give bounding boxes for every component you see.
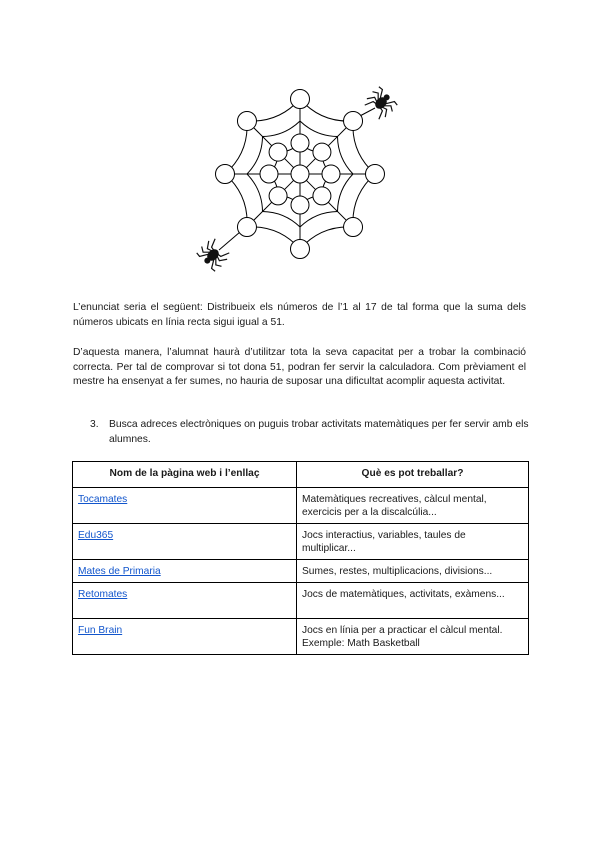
link-retomates[interactable]: Retomates bbox=[78, 589, 128, 600]
table-header-row bbox=[73, 462, 529, 488]
web-node bbox=[313, 187, 331, 205]
web-node bbox=[291, 196, 309, 214]
spider-web-puzzle-illustration bbox=[0, 0, 600, 300]
link-tocamates[interactable]: Tocamates bbox=[78, 494, 128, 505]
web-node bbox=[216, 165, 235, 184]
web-node bbox=[291, 240, 310, 259]
header-website: Nom de la pàgina web i l’enllaç bbox=[73, 462, 297, 488]
web-node bbox=[322, 165, 340, 183]
header-activities: Què es pot treballar? bbox=[297, 462, 529, 488]
web-node bbox=[269, 143, 287, 161]
cell-description: Jocs en línia per a practicar el càlcul mental. Exemple: Math Basketball bbox=[297, 619, 529, 655]
cell-description: Sumes, restes, multiplicacions, divisions... bbox=[297, 560, 529, 583]
paragraph-statement: L’enunciat seria el següent: Distribueix els números de l’1 al 17 de tal forma que la suma dels números ubicats en línia recta sigui igual a 51. bbox=[73, 302, 526, 328]
link-fun-brain[interactable]: Fun Brain bbox=[78, 625, 123, 636]
web-node bbox=[344, 111, 363, 130]
web-node bbox=[366, 165, 385, 184]
link-mates-de-primaria[interactable]: Mates de Primaria bbox=[78, 566, 161, 577]
table-row bbox=[73, 583, 529, 619]
spider-icon bbox=[195, 236, 232, 273]
web-node bbox=[237, 111, 256, 130]
cell-description: Jocs interactius, variables, taules de multiplicar... bbox=[297, 524, 529, 560]
cell-description: Jocs de matemàtiques, activitats, exàmens... bbox=[297, 583, 529, 619]
list-text: Busca adreces electròniques on puguis trobar activitats matemàtiques per fer servir amb els alumnes. bbox=[109, 419, 529, 445]
link-edu365[interactable]: Edu365 bbox=[78, 530, 114, 541]
web-node bbox=[291, 134, 309, 152]
web-node bbox=[291, 165, 309, 183]
table-row bbox=[73, 524, 529, 560]
web-node bbox=[344, 218, 363, 237]
web-node bbox=[291, 90, 310, 109]
cell-description: Matemàtiques recreatives, càlcul mental, exercicis per a la discalcúlia... bbox=[297, 488, 529, 524]
spider-icon bbox=[362, 85, 399, 122]
list-number: 3. bbox=[90, 419, 99, 430]
web-node bbox=[313, 143, 331, 161]
table-row bbox=[73, 560, 529, 583]
paragraph-explanation: D’aquesta manera, l’alumnat haurà d’utilitzar tota la seva capacitat per a trobar la combinació correcta. Per tal de comprovar si tot dona 51, podran fer servir la calculadora. Com prèviament el mestre ha ensenyat a fer sumes, no hauria de suposar una dificultat acomplir aquesta activitat. bbox=[73, 347, 526, 388]
web-node bbox=[260, 165, 278, 183]
web-node bbox=[269, 187, 287, 205]
websites-table bbox=[72, 461, 529, 655]
table-row bbox=[73, 488, 529, 524]
table-row bbox=[73, 619, 529, 655]
web-node bbox=[237, 218, 256, 237]
